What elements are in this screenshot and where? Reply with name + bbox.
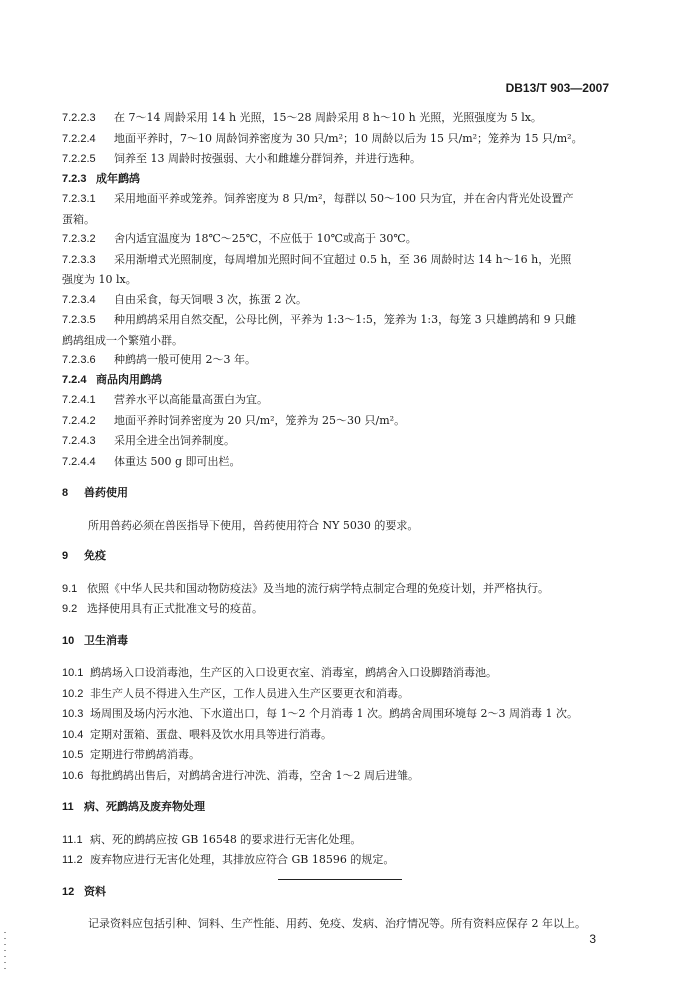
section-heading [62,547,618,567]
clause-number: 10.2 [62,687,84,700]
clause-text: 种用鹧鸪采用自然交配，公母比例，平养为 1:3～1:5，笼养为 1:3，每笼 3 只雄鹧鸪和 9 只雌 [114,313,577,326]
clause-line [62,108,618,129]
clause-text: 地面平养时，7～10 周龄饲养密度为 30 只/m²；10 周龄以后为 15 只/m²；笼养为 15 只/m²。 [114,131,583,145]
clause-line [62,149,618,170]
clause-number: 11.2 [62,854,83,866]
clause-text: 场周围及场内污水池、下水道出口，每 1～2 个月消毒 1 次。鹧鸪舍周围环境每 2～3 周消毒 1 次。 [90,707,578,720]
clause-line [62,725,618,746]
spacer [62,472,618,484]
clause-line [62,310,618,331]
clause-text: 采用渐增式光照制度，每周增加光照时间不宜超过 0.5 h，至 36 周龄时达 14 h～16 h，光照 [114,252,572,266]
clause-text: 资料 [84,885,106,898]
clause-line [62,452,618,473]
clause-number: 7.2.3.6 [62,354,96,366]
clause-text: 定期对蛋箱、蛋盘、喂料及饮水用具等进行消毒。 [90,727,332,741]
clause-number: 10.1 [62,667,84,679]
clause-text: 选择使用具有正式批准文号的疫苗。 [87,602,263,615]
clause-line [62,766,618,787]
clause-text: 采用地面平养或笼养。饲养密度为 8 只/m²，每群以 50～100 只为宜，并在舍内背光处设置产 [114,192,574,205]
clause-line [62,663,618,684]
clause-number: 12 [62,885,75,898]
clause-number: 11 [62,801,74,813]
clause-text: 废弃物应进行无害化处理，其排放应符合 GB 18596 的规定。 [90,853,395,866]
clause-number: 10.3 [62,708,84,720]
clause-line [62,684,618,705]
clause-line [62,914,618,934]
clause-line [62,431,618,452]
clause-text: 采用全进全出饲养制度。 [114,434,235,447]
spacer [62,902,618,914]
clause-line [62,579,618,600]
clause-line [62,270,618,290]
document-body [62,108,618,934]
section-heading [62,371,618,391]
clause-number: 7.2.2.5 [62,153,96,165]
clause-number: 10 [62,634,75,647]
clause-text: 定期进行带鹧鸪消毒。 [90,748,200,761]
clause-number: 7.2.3.2 [62,233,96,245]
clause-number: 7.2.4.1 [62,394,96,406]
clause-number: 7.2.3.1 [62,193,96,205]
clause-line [62,390,618,411]
spacer [62,871,618,883]
section-heading [62,632,618,652]
document-code: DB13/T 903—2007 [505,81,609,95]
clause-line [62,189,618,210]
clause-text: 舍内适宜温度为 18℃～25℃，不应低于 10℃或高于 30℃。 [114,232,417,245]
clause-line [62,250,618,271]
clause-number: 7.2.4.2 [62,414,96,427]
margin-dots [4,932,6,972]
clause-text: 非生产人员不得进入生产区，工作人员进入生产区要更衣和消毒。 [90,686,409,700]
clause-line [62,411,618,432]
clause-text: 饲养至 13 周龄时按强弱、大小和雌雄分群饲养，并进行选种。 [114,152,421,165]
clause-number: 7.2.3.5 [62,314,96,326]
clause-number: 10.6 [62,769,84,782]
clause-line [62,850,618,871]
section-heading [62,883,618,903]
clause-text: 营养水平以高能量高蛋白为宜。 [114,393,268,406]
spacer [62,504,618,516]
clause-number: 7.2.4.3 [62,435,96,447]
clause-line [62,331,618,351]
spacer [62,535,618,547]
clause-number: 7.2.3.4 [62,293,96,306]
clause-line [62,516,618,536]
clause-number: 8 [62,487,69,499]
clause-text: 病、死鹧鸪及废弃物处理 [84,801,205,813]
clause-text: 蛋箱。 [62,212,95,226]
clause-text: 鹧鸪组成一个繁殖小群。 [62,333,183,347]
clause-line [62,745,618,766]
clause-number: 7.2.2.4 [62,132,96,145]
spacer [62,786,618,798]
clause-line [62,229,618,250]
clause-text: 免疫 [84,550,106,562]
clause-text: 商品肉用鹧鸪 [96,373,162,386]
spacer [62,620,618,632]
clause-text: 病、死的鹧鸪应按 GB 16548 的要求进行无害化处理。 [90,832,362,846]
section-heading [62,170,618,190]
spacer [62,651,618,663]
clause-number: 9.2 [62,603,78,615]
clause-line [62,129,618,150]
clause-text: 体重达 500 g 即可出栏。 [114,454,241,468]
clause-text: 成年鹧鸪 [96,172,140,185]
clause-line [62,210,618,230]
clause-text: 所用兽药必须在兽医指导下使用，兽药使用符合 NY 5030 的要求。 [88,518,419,532]
section-heading [62,484,618,504]
end-rule [278,879,402,880]
clause-line [62,704,618,725]
clause-number: 9.1 [62,582,78,595]
clause-text: 依照《中华人民共和国动物防疫法》及当地的流行病学特点制定合理的免疫计划，并严格执行。 [87,581,549,595]
clause-text: 记录资料应包括引种、饲料、生产性能、用药、免疫、发病、治疗情况等。所有资料应保存 2 年以上。 [88,917,586,930]
clause-line [62,830,618,851]
clause-line [62,350,618,371]
clause-text: 自由采食，每天饲喂 3 次，拣蛋 2 次。 [114,292,307,306]
clause-text: 鹧鸪场入口设消毒池，生产区的入口设更衣室、消毒室，鹧鸪舍入口设脚踏消毒池。 [90,666,497,679]
clause-number: 7.2.3.3 [62,253,96,266]
clause-number: 9 [62,550,69,562]
section-heading [62,798,618,818]
spacer [62,818,618,830]
clause-line [62,290,618,311]
spacer [62,567,618,579]
clause-number: 7.2.4.4 [62,455,96,468]
clause-number: 10.5 [62,749,84,761]
page-number: 3 [589,932,596,946]
clause-text: 强度为 10 lx。 [62,273,137,286]
clause-text: 兽药使用 [84,487,128,499]
clause-text: 种鹧鸪一般可使用 2～3 年。 [114,353,256,366]
clause-line [62,599,618,620]
clause-number: 11.1 [62,833,83,846]
clause-number: 7.2.3 [62,172,87,185]
clause-number: 7.2.4 [62,373,87,386]
clause-text: 地面平养时饲养密度为 20 只/m²，笼养为 25～30 只/m²。 [114,413,406,427]
clause-number: 7.2.2.3 [62,112,96,124]
clause-text: 每批鹧鸪出售后，对鹧鸪舍进行冲洗、消毒，空舍 1～2 周后进雏。 [90,768,419,782]
clause-number: 10.4 [62,728,84,741]
clause-text: 在 7～14 周龄采用 14 h 光照，15～28 周龄采用 8 h～10 h 光照，光照强度为 5 lx。 [114,111,542,124]
clause-text: 卫生消毒 [84,634,128,647]
